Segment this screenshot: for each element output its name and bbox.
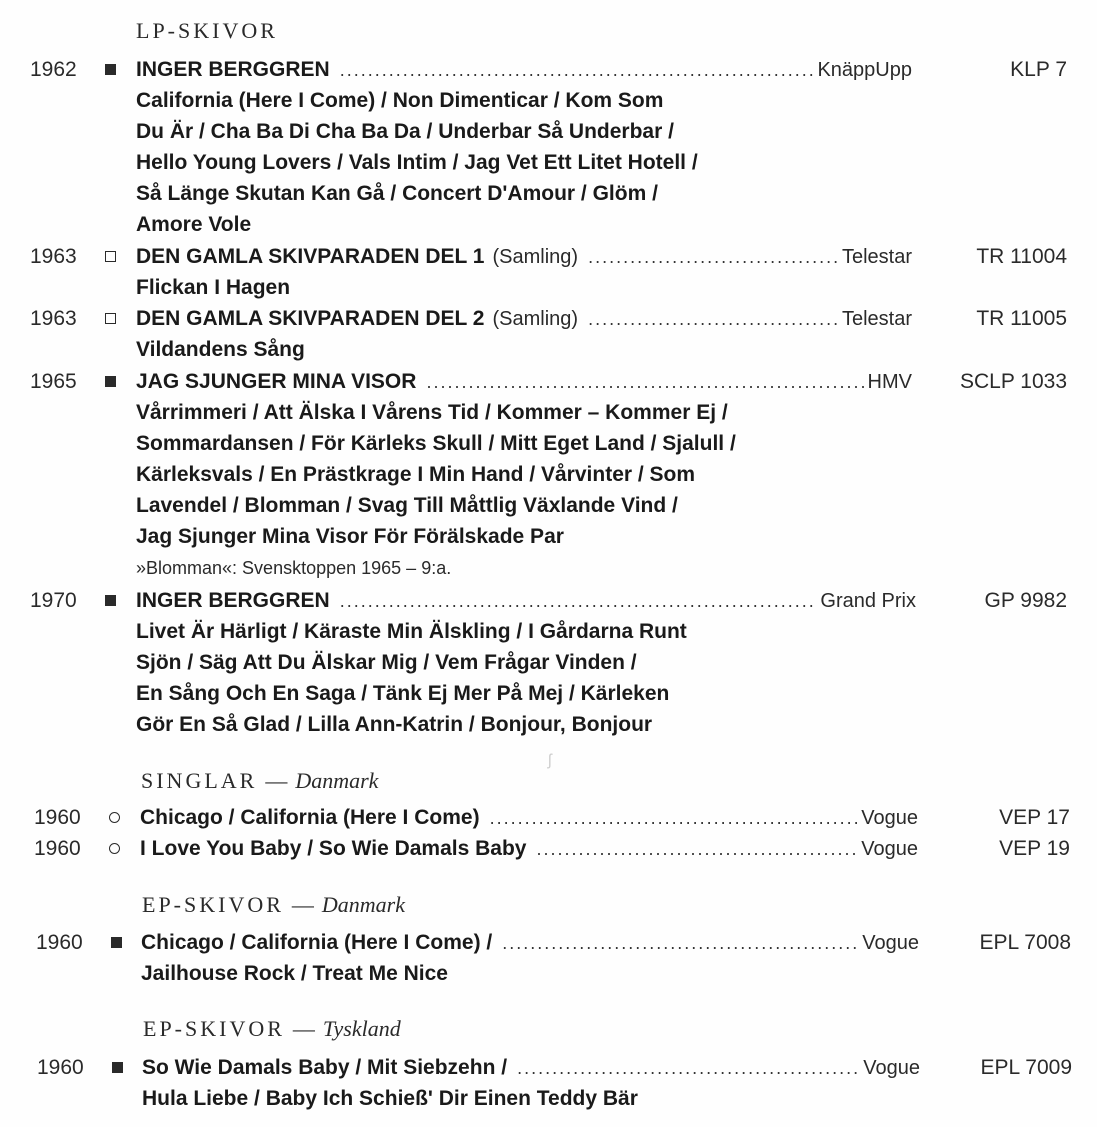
heading-text: EP-SKIVOR	[142, 892, 284, 917]
entry-title-line	[136, 366, 912, 397]
heading-text: SINGLAR	[141, 768, 258, 793]
track-line: Hello Young Lovers / Vals Intim / Jag Vet Ett Litet Hotell /	[136, 151, 698, 174]
entry-title-line	[141, 927, 919, 958]
heading-text: LP-SKIVOR	[136, 18, 278, 43]
track-line: Livet Är Härligt / Käraste Min Älskling / I Gårdarna Runt	[136, 620, 687, 643]
catalog-number: VEP 19	[999, 837, 1070, 860]
dot-leader	[588, 304, 838, 335]
entry-title: INGER BERGGREN	[136, 58, 330, 81]
dot-leader	[340, 586, 817, 617]
entry-title: INGER BERGGREN	[136, 589, 330, 612]
track-line: Sjön / Säg Att Du Älskar Mig / Vem Frågar Vinden /	[136, 651, 637, 674]
dot-leader	[502, 928, 858, 959]
dot-leader	[536, 834, 857, 865]
record-label: HMV	[867, 371, 912, 393]
track-line: Kärleksvals / En Prästkrage I Min Hand / Vårvinter / Som	[136, 463, 696, 486]
catalog-number: VEP 17	[999, 806, 1070, 829]
open-circle-marker-icon	[109, 812, 120, 823]
entry-year: 1960	[34, 806, 81, 829]
entry-year: 1965	[30, 370, 77, 393]
track-line: Vårrimmeri / Att Älska I Vårens Tid / Kommer – Kommer Ej /	[136, 401, 728, 424]
entry-title: DEN GAMLA SKIVPARADEN DEL 2	[136, 307, 485, 330]
entry-year: 1960	[36, 931, 83, 954]
entry-title-line	[142, 1052, 920, 1083]
dot-leader	[490, 803, 858, 834]
entry-title: So Wie Damals Baby / Mit Siebzehn /	[142, 1056, 508, 1079]
entry-title-line	[140, 833, 918, 864]
entry-title: Chicago / California (Here I Come)	[140, 806, 480, 829]
track-line: Du Är / Cha Ba Di Cha Ba Da / Underbar Så Underbar /	[136, 120, 674, 143]
entry-title-line	[136, 303, 912, 334]
entry-year: 1960	[34, 837, 81, 860]
track-line: Jailhouse Rock / Treat Me Nice	[141, 962, 448, 985]
entry-subtitle: (Samling)	[492, 308, 579, 330]
section-heading-ep-tyskland	[143, 1016, 401, 1042]
heading-dash: —	[291, 892, 314, 917]
dot-leader	[426, 367, 863, 398]
entry-year: 1960	[37, 1056, 84, 1079]
scan-mark: ʃ	[548, 752, 552, 769]
track-line: Sommardansen / För Kärleks Skull / Mitt Eget Land / Sjalull /	[136, 432, 736, 455]
entry-title: JAG SJUNGER MINA VISOR	[136, 370, 417, 393]
dot-leader	[588, 242, 838, 273]
entry-subtitle: (Samling)	[492, 246, 579, 268]
catalog-number: EPL 7009	[980, 1056, 1072, 1079]
heading-country: Danmark	[295, 768, 379, 793]
track-line: Amore Vole	[136, 213, 252, 236]
record-label: Vogue	[861, 807, 918, 829]
section-heading-ep-danmark	[142, 892, 405, 918]
section-heading-singlar	[141, 768, 378, 794]
heading-dash: —	[265, 768, 288, 793]
catalog-number: SCLP 1033	[959, 370, 1067, 393]
record-label: Grand Prix	[820, 590, 916, 612]
track-line: California (Here I Come) / Non Dimenticar / Kom Som	[136, 89, 664, 112]
entry-title: DEN GAMLA SKIVPARADEN DEL 1	[136, 245, 485, 268]
heading-country: Tyskland	[322, 1016, 401, 1041]
entry-note: »Blomman«: Svensktoppen 1965 – 9:a.	[136, 558, 452, 578]
track-line: En Sång Och En Saga / Tänk Ej Mer På Mej / Kärleken	[136, 682, 670, 705]
catalog-number: TR 11004	[976, 245, 1067, 268]
heading-text: EP-SKIVOR	[143, 1016, 285, 1041]
filled-square-marker-icon	[105, 64, 116, 75]
open-circle-marker-icon	[109, 843, 120, 854]
record-label: Telestar	[841, 246, 912, 268]
record-label: Vogue	[863, 1057, 920, 1079]
catalog-number: TR 11005	[976, 307, 1067, 330]
record-label: Vogue	[862, 932, 919, 954]
dot-leader	[340, 55, 814, 86]
catalog-number: KLP 7	[1010, 58, 1067, 81]
track-line: Jag Sjunger Mina Visor För Förälskade Par	[136, 525, 564, 548]
record-label: Vogue	[861, 838, 918, 860]
track-line: Hula Liebe / Baby Ich Schieß' Dir Einen Teddy Bär	[142, 1087, 638, 1110]
entry-title: Chicago / California (Here I Come) /	[141, 931, 493, 954]
filled-square-marker-icon	[112, 1062, 123, 1073]
entry-title-line	[136, 54, 912, 85]
record-label: Telestar	[841, 308, 912, 330]
section-heading-lp	[136, 18, 278, 44]
record-label: KnäppUpp	[817, 59, 912, 81]
heading-country: Danmark	[321, 892, 406, 917]
track-line: Flickan I Hagen	[136, 276, 291, 299]
filled-square-marker-icon	[111, 937, 122, 948]
catalog-number: GP 9982	[984, 589, 1067, 612]
entry-title-line	[136, 585, 916, 616]
entry-year: 1970	[30, 589, 77, 612]
open-square-marker-icon	[105, 251, 116, 262]
dot-leader	[517, 1053, 859, 1084]
entry-title: I Love You Baby / So Wie Damals Baby	[140, 837, 527, 860]
catalog-number: EPL 7008	[979, 931, 1071, 954]
track-line: Så Länge Skutan Kan Gå / Concert D'Amour / Glöm /	[136, 182, 658, 205]
entry-year: 1963	[30, 307, 77, 330]
heading-dash: —	[292, 1016, 315, 1041]
track-line: Vildandens Sång	[136, 338, 305, 361]
entry-year: 1963	[30, 245, 77, 268]
entry-year: 1962	[30, 58, 77, 81]
entry-title-line	[136, 241, 912, 272]
track-line: Gör En Så Glad / Lilla Ann-Katrin / Bonjour, Bonjour	[136, 713, 653, 736]
track-line: Lavendel / Blomman / Svag Till Måttlig Växlande Vind /	[136, 494, 678, 517]
filled-square-marker-icon	[105, 595, 116, 606]
open-square-marker-icon	[105, 313, 116, 324]
filled-square-marker-icon	[105, 376, 116, 387]
entry-title-line	[140, 802, 918, 833]
